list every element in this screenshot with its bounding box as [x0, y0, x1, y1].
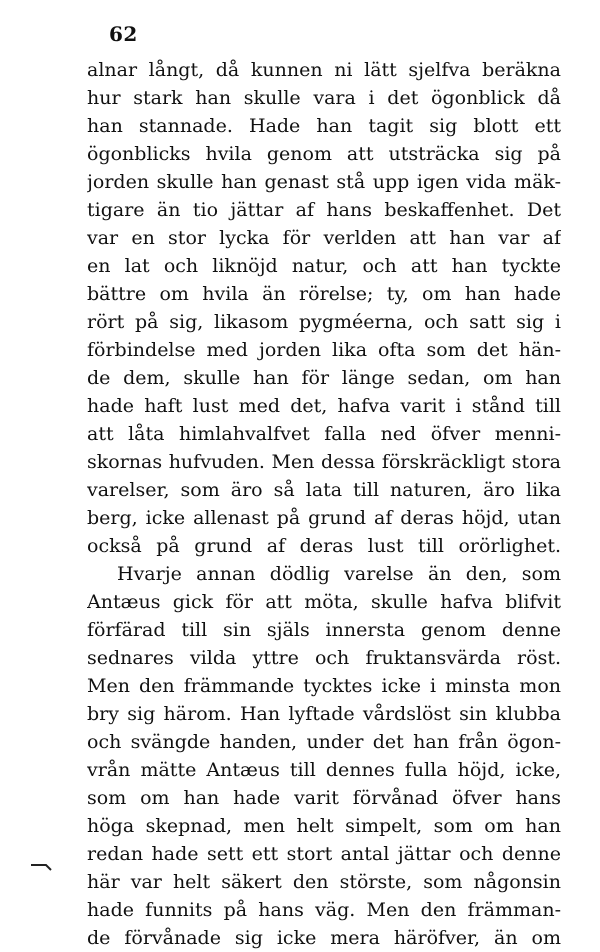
text-line: de dem, skulle han för länge sedan, om han	[87, 367, 561, 389]
text-line: höga skepnad, men helt simpelt, som om han	[87, 815, 561, 837]
text-line: de förvånade sig icke mera häröfver, än om	[87, 927, 561, 949]
text-line: var en stor lycka för verlden att han var af	[87, 227, 561, 249]
text-line: vrån mätte Antæus till dennes fulla höjd, icke,	[87, 759, 561, 781]
text-line: berg, icke allenast på grund af deras höjd, utan	[87, 507, 561, 529]
text-line: bry sig härom. Han lyftade vårdslöst sin klubba	[87, 703, 561, 725]
text-line: Men den främmande tycktes icke i minsta mon	[87, 675, 561, 697]
text-line: hade funnits på hans väg. Men den främman-	[87, 899, 561, 921]
text-line: tigare än tio jättar af hans beskaffenhet. Det	[87, 199, 561, 221]
text-line: jorden skulle han genast stå upp igen vida mäk-	[87, 171, 561, 193]
text-line: hur stark han skulle vara i det ögonblick då	[87, 87, 561, 109]
text-line: sednares vilda yttre och fruktansvärda röst.	[87, 647, 561, 669]
text-line: bättre om hvila än rörelse; ty, om han hade	[87, 283, 561, 305]
text-line: Antæus gick för att möta, skulle hafva blifvit	[87, 591, 561, 613]
text-line: förfärad till sin själs innersta genom denne	[87, 619, 561, 641]
page-number: 62	[109, 22, 138, 46]
text-line: hade haft lust med det, hafva varit i stånd till	[87, 395, 561, 417]
page-text	[87, 56, 561, 952]
text-line: rört på sig, likasom pygméerna, och satt sig i	[87, 311, 561, 333]
text-line: skornas hufvuden. Men dessa förskräckligt stora	[87, 451, 561, 473]
text-line: och svängde handen, under det han från ögon-	[87, 731, 561, 753]
text-line: här var helt säkert den störste, som någonsin	[87, 871, 561, 893]
text-line: varelser, som äro så lata till naturen, äro lika	[87, 479, 561, 501]
text-line: ögonblicks hvila genom att utsträcka sig på	[87, 143, 561, 165]
text-line: förbindelse med jorden lika ofta som det hän-	[87, 339, 561, 361]
text-line: han stannade. Hade han tagit sig blott ett	[87, 115, 561, 137]
text-line: en lat och liknöjd natur, och att han tyckte	[87, 255, 561, 277]
text-line: också på grund af deras lust till orörlighet.	[87, 535, 561, 557]
text-line: att låta himlahvalfvet falla ned öfver menni-	[87, 423, 561, 445]
text-line: alnar långt, då kunnen ni lätt sjelfva beräkna	[87, 59, 561, 81]
margin-mark-icon	[30, 862, 52, 872]
text-line: redan hade sett ett stort antal jättar och denne	[87, 843, 561, 865]
paragraph	[87, 560, 561, 952]
text-line: Hvarje annan dödlig varelse än den, som	[117, 563, 561, 585]
paragraph	[87, 56, 561, 560]
text-line: som om han hade varit förvånad öfver hans	[87, 787, 561, 809]
